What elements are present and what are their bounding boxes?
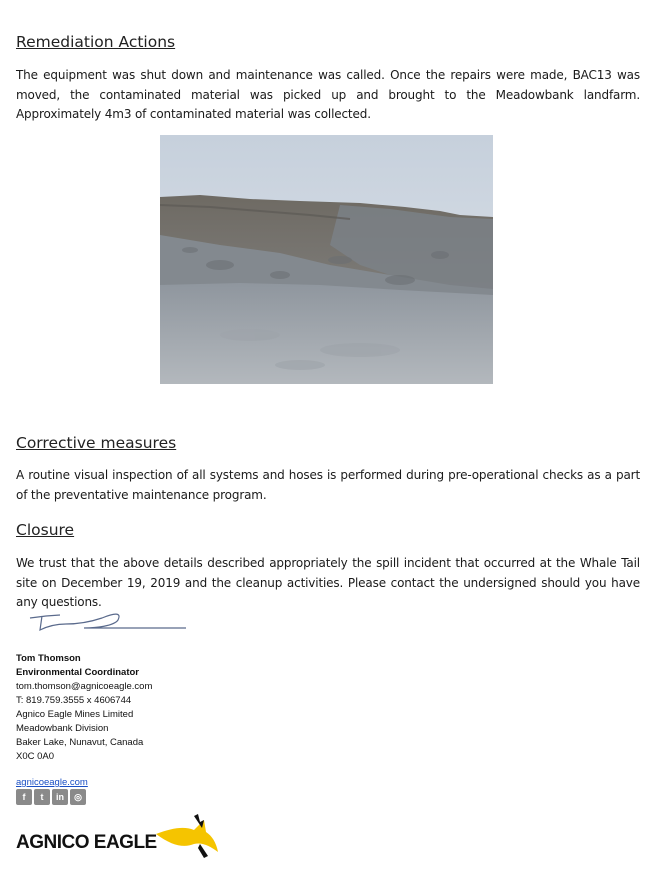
closure-text: We trust that the above details described appropriately the spill incident that occurred at the Whale Tail site on December 19, 2019 and the cleanup activities. Please contact the undersigned should you have any questions. xyxy=(16,556,640,609)
remediation-heading: Remediation Actions xyxy=(16,33,176,51)
company-name: Agnico Eagle Mines Limited xyxy=(16,709,134,720)
postal-code: X0C 0A0 xyxy=(16,751,55,762)
instagram-icon[interactable]: ◎ xyxy=(70,789,86,805)
social-icons xyxy=(16,789,86,805)
location-text: Baker Lake, Nunavut, Canada xyxy=(16,737,144,748)
twitter-icon[interactable]: t xyxy=(34,789,50,805)
corrective-heading: Corrective measures xyxy=(16,434,177,452)
logo-wordmark: AGNICO EAGLE xyxy=(16,832,157,853)
contact-block xyxy=(16,652,152,764)
linkedin-icon[interactable]: in xyxy=(52,789,68,805)
corrective-text: A routine visual inspection of all systems and hoses is performed during pre-operational checks as a part of the preventative maintenance program. xyxy=(16,468,640,502)
site-photo xyxy=(160,135,493,384)
website-link[interactable]: agnicoeagle.com xyxy=(16,777,88,788)
remediation-text: The equipment was shut down and maintenance was called. Once the repairs were made, BAC13 was moved, the contaminated material was picked up and brought to the Meadowbank landfarm. Approximately 4m3 of contaminated material was collected. xyxy=(16,68,640,121)
signer-title: Environmental Coordinator xyxy=(16,667,139,678)
facebook-icon[interactable]: f xyxy=(16,789,32,805)
signer-email[interactable]: tom.thomson@agnicoeagle.com xyxy=(16,681,153,692)
closure-heading: Closure xyxy=(16,521,75,539)
division-name: Meadowbank Division xyxy=(16,723,109,734)
company-logo xyxy=(16,812,226,864)
handwritten-signature xyxy=(26,604,191,640)
eagle-icon xyxy=(154,812,224,864)
signer-name: Tom Thomson xyxy=(16,653,81,664)
signer-phone: T: 819.759.3555 x 4606744 xyxy=(16,695,132,706)
